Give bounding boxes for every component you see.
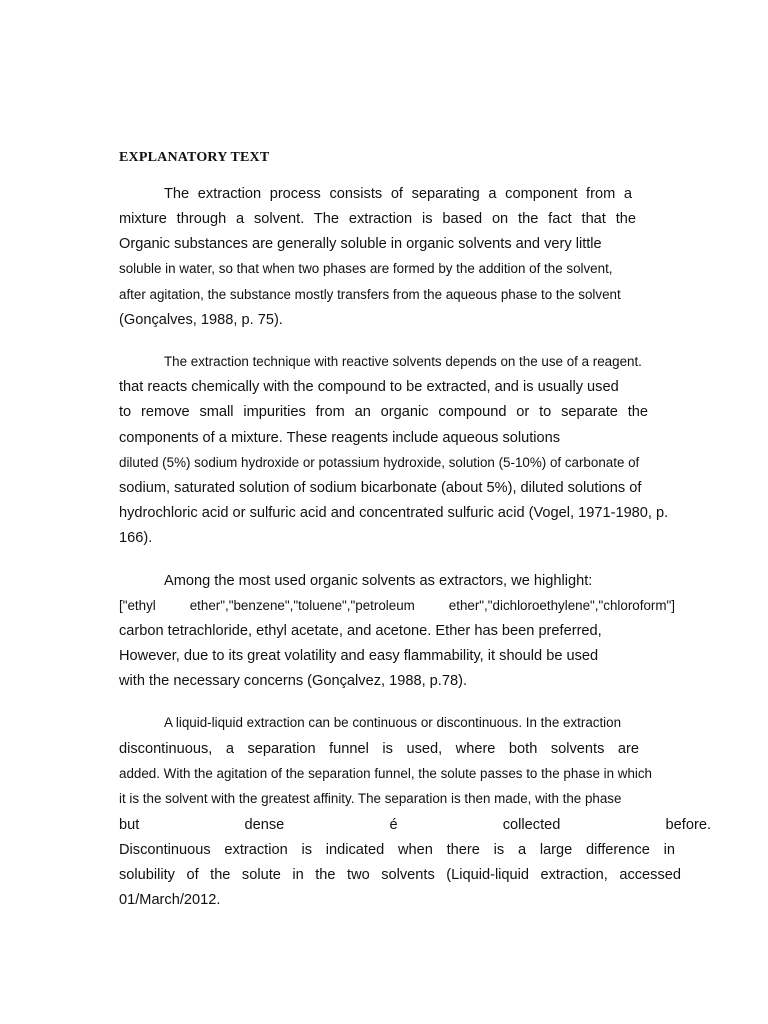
paragraph-2-line-2: that reacts chemically with the compound to be extracted, and is usually used xyxy=(119,379,619,395)
paragraph-1-line-3: Organic substances are generally soluble in organic solvents and very little xyxy=(119,236,602,252)
paragraph-3-line-2: ["ethyl ether","benzene","toluene","petroleum ether","dichloroethylene","chloroform"] xyxy=(119,598,675,613)
paragraph-2-line-7: hydrochloric acid or sulfuric acid and concentrated sulfuric acid (Vogel, 1971-1980, p. xyxy=(119,505,669,521)
paragraph-1-line-2: mixture through a solvent. The extraction is based on the fact that the xyxy=(119,211,636,227)
paragraph-1-line-4: soluble in water, so that when two phases are formed by the addition of the solvent, xyxy=(119,261,613,276)
paragraph-2-line-1: The extraction technique with reactive solvents depends on the use of a reagent. xyxy=(164,354,642,369)
paragraph-2-line-4: components of a mixture. These reagents include aqueous solutions xyxy=(119,430,561,446)
paragraph-2-line-8: 166). xyxy=(119,530,153,546)
paragraph-3-line-3: carbon tetrachloride, ethyl acetate, and acetone. Ether has been preferred, xyxy=(119,623,602,639)
paragraph-3-line-1: Among the most used organic solvents as extractors, we highlight: xyxy=(164,573,593,589)
document-heading: EXPLANATORY TEXT xyxy=(119,150,270,165)
paragraph-2-line-5: diluted (5%) sodium hydroxide or potassium hydroxide, solution (5-10%) of carbonate of xyxy=(119,455,640,470)
paragraph-2-line-6: sodium, saturated solution of sodium bicarbonate (about 5%), diluted solutions of xyxy=(119,480,642,496)
paragraph-4-line-8: 01/March/2012. xyxy=(119,892,221,908)
paragraph-4-line-4: it is the solvent with the greatest affinity. The separation is then made, with the phase xyxy=(119,791,622,806)
paragraph-2-line-3: to remove small impurities from an organic compound or to separate the xyxy=(119,404,648,420)
paragraph-4-line-5: but dense é collected before. xyxy=(119,817,711,833)
paragraph-4-line-6: Discontinuous extraction is indicated when there is a large difference in xyxy=(119,842,675,858)
paragraph-3-line-5: with the necessary concerns (Gonçalvez, 1988, p.78). xyxy=(119,673,467,689)
paragraph-1-line-6: (Gonçalves, 1988, p. 75). xyxy=(119,312,283,328)
paragraph-4-line-1: A liquid-liquid extraction can be continuous or discontinuous. In the extraction xyxy=(164,715,622,730)
paragraph-4-line-2: discontinuous, a separation funnel is used, where both solvents are xyxy=(119,741,639,757)
paragraph-1-line-1: The extraction process consists of separating a component from a xyxy=(164,186,632,202)
paragraph-4-line-3: added. With the agitation of the separation funnel, the solute passes to the phase in which xyxy=(119,766,653,781)
paragraph-4-line-7: solubility of the solute in the two solvents (Liquid-liquid extraction, accessed xyxy=(119,867,681,883)
paragraph-1-line-5: after agitation, the substance mostly transfers from the aqueous phase to the solvent xyxy=(119,287,621,302)
paragraph-3-line-4: However, due to its great volatility and easy flammability, it should be used xyxy=(119,648,599,664)
